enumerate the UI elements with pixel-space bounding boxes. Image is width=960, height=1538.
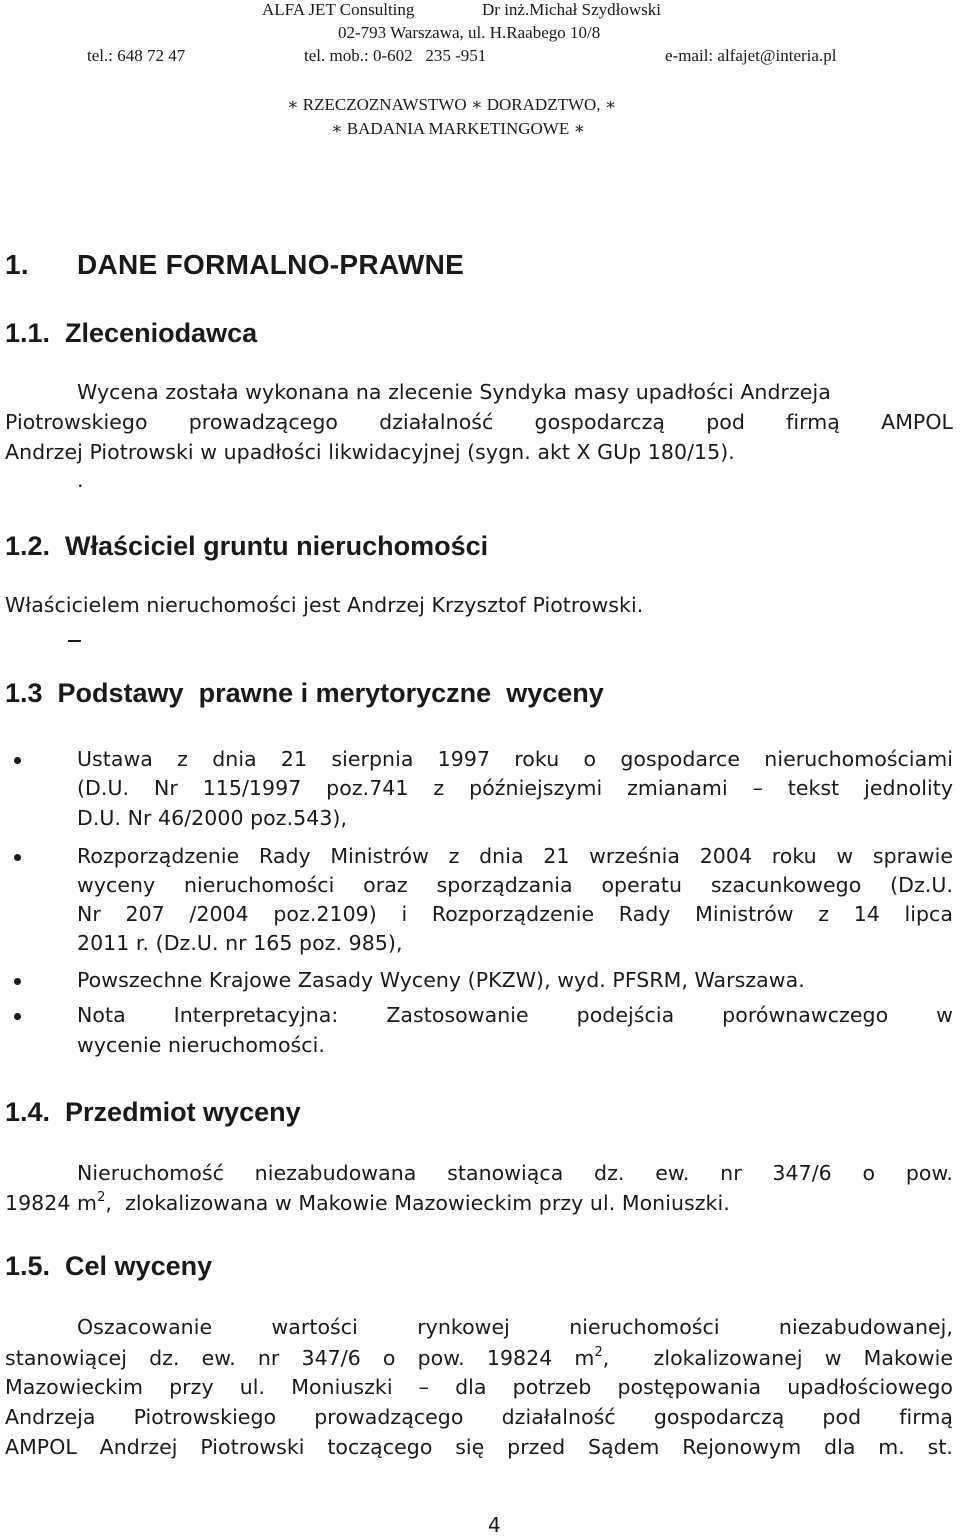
cel-line-3: Mazowieckim przy ul. Moniuszki – dla potrzeb postępowania upadłościowego bbox=[5, 1375, 953, 1399]
cel-location: , zlokalizowanej w Makowie bbox=[602, 1346, 953, 1370]
page-number: 4 bbox=[488, 1513, 501, 1537]
heading-wlasciciel: 1.2. Właściciel gruntu nieruchomości bbox=[5, 531, 489, 561]
address: 02-793 Warszawa, ul. H.Raabego 10/8 bbox=[338, 23, 601, 42]
bullet-2 bbox=[14, 854, 21, 861]
bullet-4-line-1: Nota Interpretacyjna: Zastosowanie podejścia porównawczego w bbox=[77, 1003, 953, 1027]
cel-line-2 bbox=[5, 1345, 953, 1370]
bullet-4-line-2: wycenie nieruchomości. bbox=[77, 1033, 325, 1057]
bullet-2-line-4: 2011 r. (Dz.U. nr 165 poz. 985), bbox=[77, 931, 403, 955]
cel-area: stanowiącej dz. ew. nr 347/6 o pow. 19824 m bbox=[5, 1346, 595, 1370]
bullet-2-line-2: wyceny nieruchomości oraz sporządzania operatu szacunkowego (Dz.U. bbox=[77, 873, 953, 897]
bullet-3 bbox=[14, 978, 21, 985]
heading-zleceniodawca: 1.1. Zleceniodawca bbox=[5, 318, 258, 348]
heading-podstawy: 1.3 Podstawy prawne i merytoryczne wyceny bbox=[5, 678, 604, 708]
cel-line-1: Oszacowanie wartości rynkowej nieruchomości niezabudowanej, bbox=[77, 1315, 953, 1339]
company-name: ALFA JET Consulting bbox=[262, 0, 415, 19]
bullet-1 bbox=[14, 757, 21, 764]
email[interactable]: e-mail: alfajet@interia.pl bbox=[665, 46, 837, 65]
zleceniodawca-line-4: . bbox=[77, 468, 84, 492]
przedmiot-line-2 bbox=[5, 1190, 730, 1215]
zleceniodawca-line-2: Piotrowskiego prowadzącego działalność gospodarczą pod firmą AMPOL bbox=[5, 410, 953, 434]
bullet-2-line-1: Rozporządzenie Rady Ministrów z dnia 21 września 2004 roku w sprawie bbox=[77, 844, 953, 868]
cel-line-4: Andrzeja Piotrowskiego prowadzącego działalność gospodarczą pod firmą bbox=[5, 1405, 953, 1429]
owner-name: Dr inż.Michał Szydłowski bbox=[482, 0, 661, 19]
mobile-phone: tel. mob.: 0-602 235 -951 bbox=[304, 46, 487, 65]
przedmiot-location: , zlokalizowana w Makowie Mazowieckim przy ul. Moniuszki. bbox=[105, 1191, 730, 1215]
services-line-1: ∗ RZECZOZNAWSTWO ∗ DORADZTWO, ∗ bbox=[287, 95, 617, 114]
bullet-1-line-2: (D.U. Nr 115/1997 poz.741 z późniejszymi zmianami – tekst jednolity bbox=[77, 776, 953, 800]
bullet-2-line-3: Nr 207 /2004 poz.2109) i Rozporządzenie Rady Ministrów z 14 lipca bbox=[77, 902, 953, 926]
zleceniodawca-line-1: Wycena została wykonana na zlecenie Syndyka masy upadłości Andrzeja bbox=[77, 380, 831, 404]
section-title: DANE FORMALNO-PRAWNE bbox=[77, 249, 465, 280]
heading-przedmiot: 1.4. Przedmiot wyceny bbox=[5, 1097, 301, 1127]
bullet-4 bbox=[14, 1013, 21, 1020]
zleceniodawca-line-3: Andrzej Piotrowski w upadłości likwidacyjnej (sygn. akt X GUp 180/15). bbox=[5, 440, 735, 464]
phone: tel.: 648 72 47 bbox=[87, 46, 186, 65]
bullet-1-line-3: D.U. Nr 46/2000 poz.543), bbox=[77, 806, 348, 830]
section-number: 1. bbox=[5, 249, 29, 280]
heading-cel: 1.5. Cel wyceny bbox=[5, 1251, 213, 1281]
cel-area-sup: 2 bbox=[594, 1345, 603, 1360]
underscore-mark bbox=[68, 640, 81, 642]
services-line-2: ∗ BADANIA MARKETINGOWE ∗ bbox=[331, 119, 586, 138]
cel-line-5: AMPOL Andrzej Piotrowski toczącego się przed Sądem Rejonowym dla m. st. bbox=[5, 1435, 953, 1459]
przedmiot-line-1: Nieruchomość niezabudowana stanowiąca dz. ew. nr 347/6 o pow. bbox=[77, 1161, 953, 1185]
przedmiot-area-sup: 2 bbox=[97, 1190, 106, 1205]
bullet-1-line-1: Ustawa z dnia 21 sierpnia 1997 roku o gospodarce nieruchomościami bbox=[77, 747, 953, 771]
bullet-3-line-1: Powszechne Krajowe Zasady Wyceny (PKZW), wyd. PFSRM, Warszawa. bbox=[77, 968, 805, 992]
wlasciciel-line-1: Właścicielem nieruchomości jest Andrzej Krzysztof Piotrowski. bbox=[5, 593, 644, 617]
przedmiot-area: 19824 m bbox=[5, 1191, 98, 1215]
